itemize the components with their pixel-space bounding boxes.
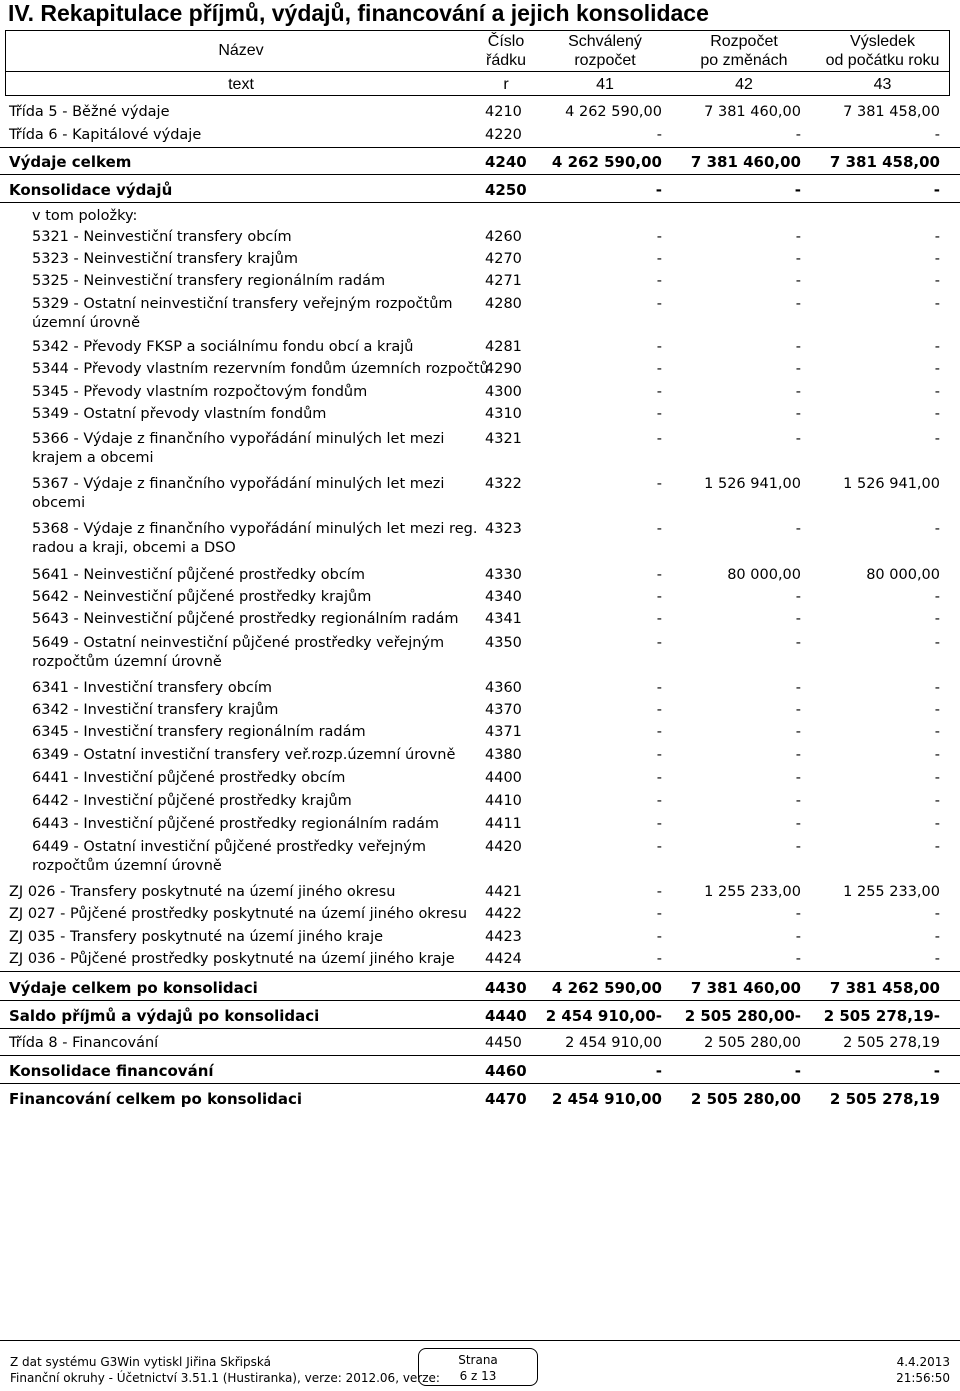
table-row: [0, 792, 960, 813]
row-name: Třída 6 - Kapitálové výdaje: [9, 127, 202, 143]
row-code: 4371: [485, 724, 522, 740]
value-adjusted: 7 381 460,00: [690, 979, 801, 997]
row-name: Výdaje celkem po konsolidaci: [9, 979, 258, 997]
value-adjusted: -: [795, 724, 801, 740]
value-approved: -: [656, 635, 662, 651]
value-result: 2 505 278,19-: [823, 1007, 940, 1025]
value-approved: -: [656, 521, 662, 537]
row-name: 5642 - Neinvestiční půjčené prostředky krajům: [32, 589, 372, 605]
row-name: ZJ 036 - Půjčené prostředky poskytnuté na území jiného kraje: [9, 951, 455, 967]
value-result: 2 505 278,19: [843, 1035, 940, 1051]
value-adjusted: -: [795, 906, 801, 922]
value-result: -: [934, 127, 940, 143]
row-code: 4360: [485, 680, 522, 696]
row-name: 5323 - Neinvestiční transfery krajům: [32, 251, 298, 267]
header-sub-text: text: [228, 76, 254, 93]
table-row: [0, 181, 960, 203]
value-approved: 2 454 910,00: [565, 1035, 662, 1051]
value-adjusted: -: [795, 384, 801, 400]
value-approved: -: [656, 406, 662, 422]
value-approved: -: [655, 181, 662, 199]
page-footer: [0, 1340, 960, 1391]
value-approved: -: [656, 816, 662, 832]
table-header: [5, 30, 950, 96]
value-approved: -: [656, 384, 662, 400]
value-result: -: [934, 724, 940, 740]
row-name: ZJ 027 - Půjčené prostředky poskytnuté na území jiného okresu: [9, 906, 468, 922]
row-name: 5641 - Neinvestiční půjčené prostředky obcím: [32, 567, 365, 583]
row-name: 6443 - Investiční půjčené prostředky regionálním radám: [32, 816, 440, 832]
footer-source: Z dat systému G3Win vytiskl Jiřina Skřipská Finanční okruhy - Účetnictví 3.51.1 (Hustiranka), verze: 2012.06, verze:: [10, 1355, 440, 1385]
table-row: [0, 723, 960, 744]
header-name: Název: [218, 42, 264, 59]
value-approved: -: [655, 1062, 662, 1080]
value-result: 80 000,00: [866, 567, 940, 583]
table-row: [0, 250, 960, 271]
value-adjusted: -: [795, 339, 801, 355]
table-row: [0, 1034, 960, 1056]
value-adjusted: 7 381 460,00: [704, 104, 801, 120]
value-approved: 4 262 590,00: [565, 104, 662, 120]
row-code: 4350: [485, 635, 522, 651]
value-approved: 4 262 590,00: [551, 979, 662, 997]
header-sub-43: 43: [873, 76, 892, 93]
table-row: [0, 566, 960, 587]
row-code: 4430: [485, 979, 527, 997]
value-approved: -: [656, 476, 662, 492]
table-row: [0, 103, 960, 124]
value-approved: -: [656, 611, 662, 627]
row-code: 4290: [485, 361, 522, 377]
table-row: [0, 746, 960, 767]
row-name: 5368 - Výdaje z finančního vypořádání minulých let mezi reg. radou a kraji, obcemi a DSO: [32, 521, 478, 556]
value-result: -: [934, 611, 940, 627]
value-adjusted: -: [795, 635, 801, 651]
row-code: 4323: [485, 521, 522, 537]
row-code: 4424: [485, 951, 522, 967]
row-code: 4340: [485, 589, 522, 605]
row-code: 4470: [485, 1090, 527, 1108]
value-adjusted: -: [794, 181, 801, 199]
table-row: [0, 1007, 960, 1029]
value-approved: -: [656, 589, 662, 605]
row-name: Konsolidace výdajů: [9, 181, 173, 199]
table-row: [0, 272, 960, 293]
value-adjusted: -: [795, 747, 801, 763]
value-adjusted: 80 000,00: [727, 567, 801, 583]
value-approved: -: [656, 361, 662, 377]
value-result: -: [934, 384, 940, 400]
value-approved: -: [656, 793, 662, 809]
row-name: 5367 - Výdaje z finančního vypořádání minulých let mezi obcemi: [32, 476, 445, 511]
value-result: -: [934, 589, 940, 605]
row-name: 6442 - Investiční půjčené prostředky krajům: [32, 793, 352, 809]
table-row: [0, 610, 960, 631]
value-result: -: [934, 296, 940, 312]
value-adjusted: -: [795, 839, 801, 855]
row-code: 4440: [485, 1007, 527, 1025]
row-name: Výdaje celkem: [9, 153, 132, 171]
row-name: ZJ 026 - Transfery poskytnuté na území jiného okresu: [9, 884, 396, 900]
row-name: 5342 - Převody FKSP a sociálnímu fondu obcí a krajů: [32, 339, 414, 355]
value-result: -: [933, 1062, 940, 1080]
value-result: -: [934, 951, 940, 967]
value-approved: -: [656, 127, 662, 143]
row-code: 4270: [485, 251, 522, 267]
table-row: [0, 883, 960, 904]
header-adjusted-budget: Rozpočet po změnách: [700, 33, 788, 69]
row-code: 4260: [485, 229, 522, 245]
table-row: [0, 905, 960, 926]
value-adjusted: -: [795, 770, 801, 786]
value-approved: -: [656, 929, 662, 945]
row-code: 4321: [485, 431, 522, 447]
table-row: [0, 207, 960, 228]
value-result: -: [934, 635, 940, 651]
value-adjusted: -: [795, 296, 801, 312]
value-approved: -: [656, 906, 662, 922]
footer-timestamp: 4.4.2013 21:56:50: [896, 1355, 950, 1385]
value-approved: 4 262 590,00: [551, 153, 662, 171]
header-sub-41: 41: [596, 76, 614, 93]
row-name: 5344 - Převody vlastním rezervním fondům územních rozpočtů: [32, 361, 489, 377]
header-sub-42: 42: [735, 76, 753, 93]
row-code: 4422: [485, 906, 522, 922]
value-adjusted: -: [795, 929, 801, 945]
value-approved: -: [656, 296, 662, 312]
page-indicator: Strana 6 z 13: [418, 1348, 538, 1386]
value-adjusted: 1 526 941,00: [704, 476, 801, 492]
value-adjusted: -: [795, 251, 801, 267]
value-adjusted: -: [795, 951, 801, 967]
value-approved: -: [656, 680, 662, 696]
value-result: -: [934, 702, 940, 718]
value-approved: -: [656, 339, 662, 355]
row-code: 4423: [485, 929, 522, 945]
row-code: 4322: [485, 476, 522, 492]
table-row: [0, 634, 960, 674]
table-row: [0, 679, 960, 700]
row-code: 4210: [485, 104, 522, 120]
value-adjusted: -: [794, 1062, 801, 1080]
value-result: 7 381 458,00: [829, 153, 940, 171]
value-approved: -: [656, 273, 662, 289]
row-name: 6341 - Investiční transfery obcím: [32, 680, 273, 696]
value-adjusted: -: [795, 816, 801, 832]
row-code: 4330: [485, 567, 522, 583]
row-code: 4280: [485, 296, 522, 312]
table-row: [0, 153, 960, 175]
value-adjusted: -: [795, 589, 801, 605]
value-approved: -: [656, 747, 662, 763]
row-name: v tom položky:: [32, 208, 138, 224]
header-result: Výsledek od počátku roku: [825, 33, 940, 69]
row-name: ZJ 035 - Transfery poskytnuté na území jiného kraje: [9, 929, 384, 945]
value-result: -: [934, 680, 940, 696]
row-code: 4421: [485, 884, 522, 900]
table-row: [0, 928, 960, 949]
value-approved: -: [656, 702, 662, 718]
table-row: [0, 520, 960, 560]
table-row: [0, 701, 960, 722]
value-adjusted: 2 505 280,00-: [684, 1007, 801, 1025]
value-result: 1 255 233,00: [843, 884, 940, 900]
value-adjusted: -: [795, 406, 801, 422]
table-row: [0, 383, 960, 404]
row-code: 4460: [485, 1062, 527, 1080]
row-name: 5321 - Neinvestiční transfery obcím: [32, 229, 292, 245]
value-result: 7 381 458,00: [843, 104, 940, 120]
value-result: -: [933, 181, 940, 199]
value-result: -: [934, 251, 940, 267]
value-result: -: [934, 229, 940, 245]
value-approved: -: [656, 431, 662, 447]
table-row: [0, 979, 960, 1001]
value-adjusted: -: [795, 431, 801, 447]
row-code: 4400: [485, 770, 522, 786]
value-result: -: [934, 793, 940, 809]
row-name: 5329 - Ostatní neinvestiční transfery veřejným rozpočtům územní úrovně: [32, 296, 453, 331]
value-approved: -: [656, 839, 662, 855]
value-adjusted: -: [795, 702, 801, 718]
table-row: [0, 338, 960, 359]
table-row: [0, 769, 960, 790]
header-approved-budget: Schválený rozpočet: [568, 33, 642, 69]
row-code: 4341: [485, 611, 522, 627]
table-row: [0, 228, 960, 249]
value-result: -: [934, 747, 940, 763]
value-approved: -: [656, 251, 662, 267]
row-code: 4450: [485, 1035, 522, 1051]
value-result: -: [934, 929, 940, 945]
value-result: -: [934, 770, 940, 786]
row-name: Třída 5 - Běžné výdaje: [9, 104, 170, 120]
table-row: [0, 838, 960, 878]
header-divider: [6, 71, 949, 72]
row-code: 4310: [485, 406, 522, 422]
table-row: [0, 360, 960, 381]
row-name: Financování celkem po konsolidaci: [9, 1090, 303, 1108]
value-adjusted: 1 255 233,00: [704, 884, 801, 900]
value-approved: -: [656, 229, 662, 245]
row-name: Třída 8 - Financování: [9, 1035, 159, 1051]
value-result: 2 505 278,19: [829, 1090, 940, 1108]
row-code: 4281: [485, 339, 522, 355]
value-adjusted: -: [795, 361, 801, 377]
row-code: 4410: [485, 793, 522, 809]
value-result: -: [934, 406, 940, 422]
row-code: 4250: [485, 181, 527, 199]
table-row: [0, 475, 960, 515]
row-code: 4420: [485, 839, 522, 855]
row-name: 6441 - Investiční půjčené prostředky obcím: [32, 770, 346, 786]
header-row-number: Číslo řádku: [485, 33, 527, 69]
row-name: 5345 - Převody vlastním rozpočtovým fondům: [32, 384, 368, 400]
value-adjusted: 2 505 280,00: [704, 1035, 801, 1051]
table-row: [0, 405, 960, 426]
value-approved: -: [656, 567, 662, 583]
value-result: 7 381 458,00: [829, 979, 940, 997]
value-adjusted: -: [795, 793, 801, 809]
row-code: 4380: [485, 747, 522, 763]
value-approved: 2 454 910,00: [551, 1090, 662, 1108]
row-code: 4240: [485, 153, 527, 171]
row-code: 4370: [485, 702, 522, 718]
table-row: [0, 430, 960, 470]
table-row: [0, 295, 960, 335]
value-approved: -: [656, 770, 662, 786]
value-approved: 2 454 910,00-: [545, 1007, 662, 1025]
row-name: 6342 - Investiční transfery krajům: [32, 702, 279, 718]
value-result: -: [934, 361, 940, 377]
value-result: -: [934, 339, 940, 355]
value-result: -: [934, 816, 940, 832]
value-result: -: [934, 839, 940, 855]
value-approved: -: [656, 884, 662, 900]
value-adjusted: -: [795, 680, 801, 696]
row-name: 6349 - Ostatní investiční transfery veř.rozp.územní úrovně: [32, 747, 456, 763]
table-row: [0, 950, 960, 972]
row-name: 5325 - Neinvestiční transfery regionálním radám: [32, 273, 386, 289]
row-name: 6449 - Ostatní investiční půjčené prostředky veřejným rozpočtům územní úrovně: [32, 839, 427, 874]
table-row: [0, 126, 960, 148]
value-result: -: [934, 431, 940, 447]
value-adjusted: 7 381 460,00: [690, 153, 801, 171]
row-name: Saldo příjmů a výdajů po konsolidaci: [9, 1007, 320, 1025]
value-result: -: [934, 521, 940, 537]
row-name: 5649 - Ostatní neinvestiční půjčené prostředky veřejným rozpočtům územní úrovně: [32, 635, 445, 670]
value-adjusted: -: [795, 229, 801, 245]
value-adjusted: -: [795, 127, 801, 143]
value-adjusted: -: [795, 273, 801, 289]
value-result: -: [934, 273, 940, 289]
value-adjusted: -: [795, 521, 801, 537]
value-adjusted: 2 505 280,00: [690, 1090, 801, 1108]
table-row: [0, 815, 960, 836]
table-row: [0, 588, 960, 609]
page-title: IV. Rekapitulace příjmů, výdajů, financování a jejich konsolidace: [8, 0, 709, 26]
value-result: 1 526 941,00: [843, 476, 940, 492]
value-approved: -: [656, 724, 662, 740]
value-result: -: [934, 906, 940, 922]
row-name: 5366 - Výdaje z finančního vypořádání minulých let mezi krajem a obcemi: [32, 431, 445, 466]
row-name: 6345 - Investiční transfery regionálním radám: [32, 724, 366, 740]
value-adjusted: -: [795, 611, 801, 627]
row-code: 4300: [485, 384, 522, 400]
row-name: Konsolidace financování: [9, 1062, 214, 1080]
row-name: 5349 - Ostatní převody vlastním fondům: [32, 406, 327, 422]
header-sub-r: r: [503, 76, 509, 93]
table-row: [0, 1062, 960, 1084]
row-code: 4220: [485, 127, 522, 143]
value-approved: -: [656, 951, 662, 967]
row-code: 4411: [485, 816, 522, 832]
table-row: [0, 1090, 960, 1111]
row-code: 4271: [485, 273, 522, 289]
row-name: 5643 - Neinvestiční půjčené prostředky regionálním radám: [32, 611, 459, 627]
